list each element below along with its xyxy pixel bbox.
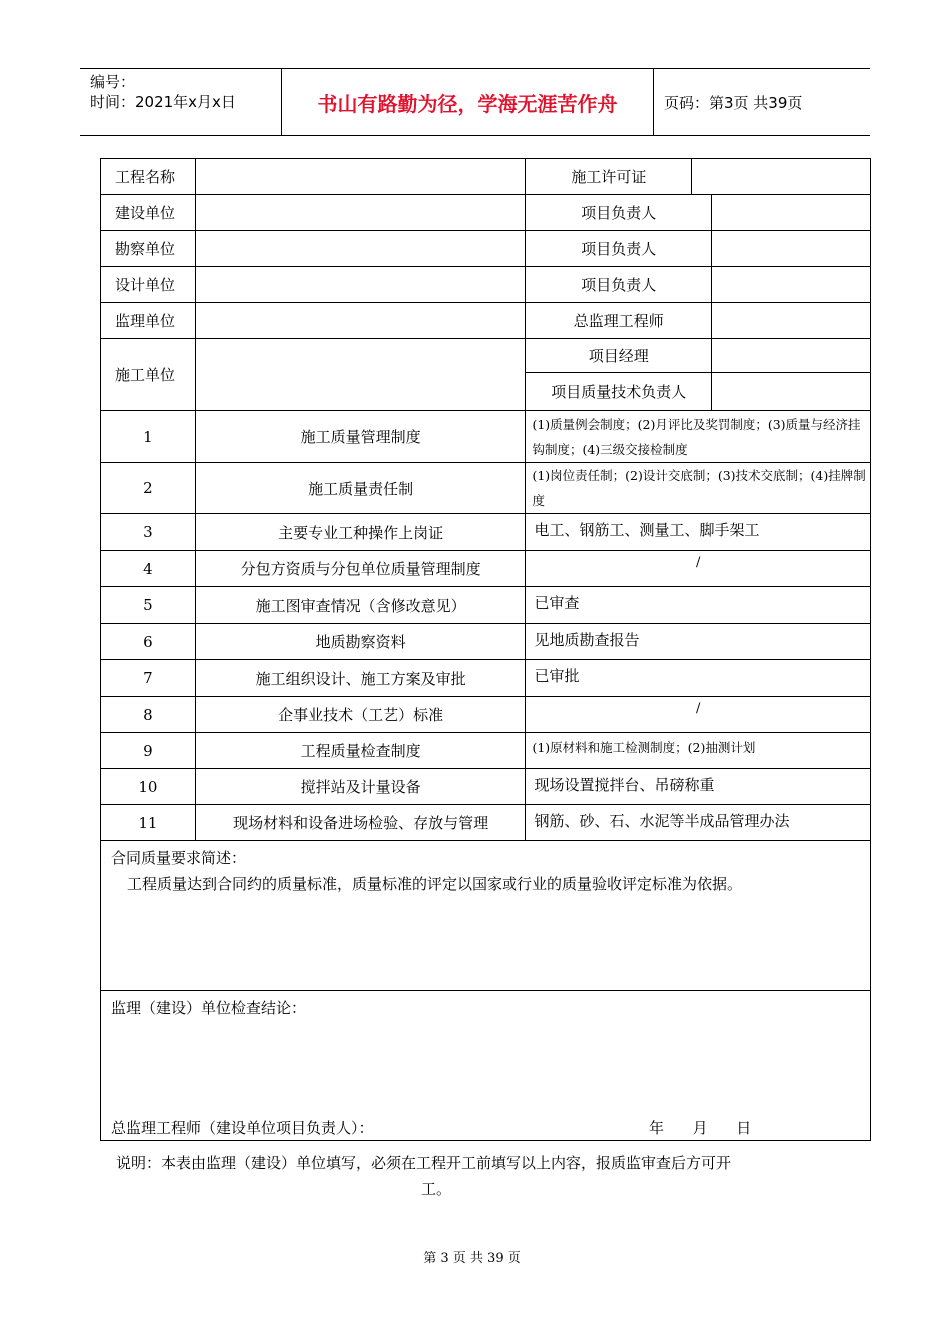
unit-label: 建设单位: [101, 195, 196, 231]
item-content: (1)质量例会制度；(2)月评比及奖罚制度；(3)质量与经济挂钩制度；(4)三级交接检制度: [526, 411, 871, 463]
contract-quality-block: [101, 841, 871, 991]
unit-value[interactable]: [195, 303, 526, 339]
table-row: [101, 805, 871, 841]
item-number: 3: [101, 514, 196, 551]
table-row: [101, 624, 871, 660]
item-content: (1)原材料和施工检测制度；(2)抽测计划: [526, 733, 871, 769]
item-number: 6: [101, 624, 196, 660]
item-number: 10: [101, 769, 196, 805]
unit-role-label: 总监理工程师: [526, 303, 712, 339]
item-content: (1)岗位责任制；(2)设计交底制；(3)技术交底制；(4)挂牌制度: [526, 463, 871, 514]
inspection-form-table: [100, 158, 871, 1141]
unit-role-label: 项目负责人: [526, 267, 712, 303]
unit-role-value[interactable]: [712, 267, 871, 303]
construction-role-value[interactable]: [712, 339, 871, 373]
construction-role-label: 项目质量技术负责人: [526, 373, 712, 411]
table-row: [101, 514, 871, 551]
item-content: /: [526, 697, 871, 733]
contract-quality-row: [101, 841, 871, 991]
header-page-info: 页码：第3页 共39页: [664, 93, 803, 112]
construction-unit-label: 施工单位: [101, 339, 196, 411]
item-name: 施工质量责任制: [195, 463, 526, 514]
project-name-value[interactable]: [195, 159, 526, 195]
item-name: 施工质量管理制度: [195, 411, 526, 463]
unit-role-value[interactable]: [712, 231, 871, 267]
item-number: 7: [101, 660, 196, 697]
item-number: 4: [101, 551, 196, 587]
inspection-conclusion-block[interactable]: [101, 991, 871, 1141]
signature-date: 年 月 日: [649, 1119, 752, 1137]
project-name-label: 工程名称: [101, 159, 196, 195]
inspection-conclusion-label: 监理（建设）单位检查结论：: [111, 999, 307, 1017]
table-row: [101, 303, 871, 339]
unit-label: 设计单位: [101, 267, 196, 303]
unit-value[interactable]: [195, 231, 526, 267]
inspection-conclusion-row: [101, 991, 871, 1141]
table-row: [101, 463, 871, 514]
time-label: 时间：2021年x月x日: [90, 93, 236, 111]
document-header: [80, 68, 870, 136]
table-row: [101, 769, 871, 805]
item-name: 施工组织设计、施工方案及审批: [195, 660, 526, 697]
construction-unit-value[interactable]: [195, 339, 526, 411]
table-row: [101, 231, 871, 267]
table-row: [101, 195, 871, 231]
unit-role-label: 项目负责人: [526, 231, 712, 267]
item-number: 9: [101, 733, 196, 769]
header-meta: [80, 69, 282, 135]
note-line-1: 说明：本表由监理（建设）单位填写，必须在工程开工前填写以上内容，报质监审查后方可开: [116, 1154, 732, 1172]
unit-label: 勘察单位: [101, 231, 196, 267]
table-row: [101, 267, 871, 303]
header-motto: 书山有路勤为径，学海无涯苦作舟: [282, 69, 654, 135]
item-name: 分包方资质与分包单位质量管理制度: [195, 551, 526, 587]
item-name: 企事业技术（工艺）标准: [195, 697, 526, 733]
item-name: 现场材料和设备进场检验、存放与管理: [195, 805, 526, 841]
unit-value[interactable]: [195, 267, 526, 303]
item-number: 8: [101, 697, 196, 733]
table-row: [101, 697, 871, 733]
table-row: [101, 339, 871, 373]
item-content: 已审查: [526, 587, 871, 624]
construction-role-label: 项目经理: [526, 339, 712, 373]
item-number: 5: [101, 587, 196, 624]
table-row: [101, 660, 871, 697]
note-line-2: 工。: [420, 1180, 451, 1198]
item-content: 钢筋、砂、石、水泥等半成品管理办法: [526, 805, 871, 841]
item-name: 搅拌站及计量设备: [195, 769, 526, 805]
unit-role-value[interactable]: [712, 303, 871, 339]
form-note: [116, 1150, 816, 1202]
item-content: /: [526, 551, 871, 587]
number-label: 编号：: [90, 73, 136, 91]
table-row: [101, 551, 871, 587]
item-name: 主要专业工种操作上岗证: [195, 514, 526, 551]
item-name: 工程质量检查制度: [195, 733, 526, 769]
contract-quality-label: 合同质量要求简述：: [111, 849, 247, 867]
construction-role-value[interactable]: [712, 373, 871, 411]
unit-role-value[interactable]: [712, 195, 871, 231]
item-content: 电工、钢筋工、测量工、脚手架工: [526, 514, 871, 551]
item-content: 现场设置搅拌台、吊磅称重: [526, 769, 871, 805]
table-row: [101, 733, 871, 769]
table-row: [101, 587, 871, 624]
page-footer: 第 3 页 共 39 页: [423, 1251, 521, 1266]
unit-value[interactable]: [195, 195, 526, 231]
unit-role-label: 项目负责人: [526, 195, 712, 231]
permit-value[interactable]: [692, 159, 871, 195]
signer-label: 总监理工程师（建设单位项目负责人）：: [111, 1119, 374, 1137]
item-number: 2: [101, 463, 196, 514]
table-row: [101, 411, 871, 463]
permit-label: 施工许可证: [526, 159, 692, 195]
item-content: 已审批: [526, 660, 871, 697]
signature-line: [111, 1116, 861, 1140]
table-row: [101, 159, 871, 195]
contract-quality-text: 工程质量达到合同约的质量标准，质量标准的评定以国家或行业的质量验收评定标准为依据。: [127, 875, 743, 893]
unit-label: 监理单位: [101, 303, 196, 339]
item-number: 11: [101, 805, 196, 841]
item-name: 施工图审查情况（含修改意见）: [195, 587, 526, 624]
item-name: 地质勘察资料: [195, 624, 526, 660]
item-number: 1: [101, 411, 196, 463]
item-content: 见地质勘查报告: [526, 624, 871, 660]
